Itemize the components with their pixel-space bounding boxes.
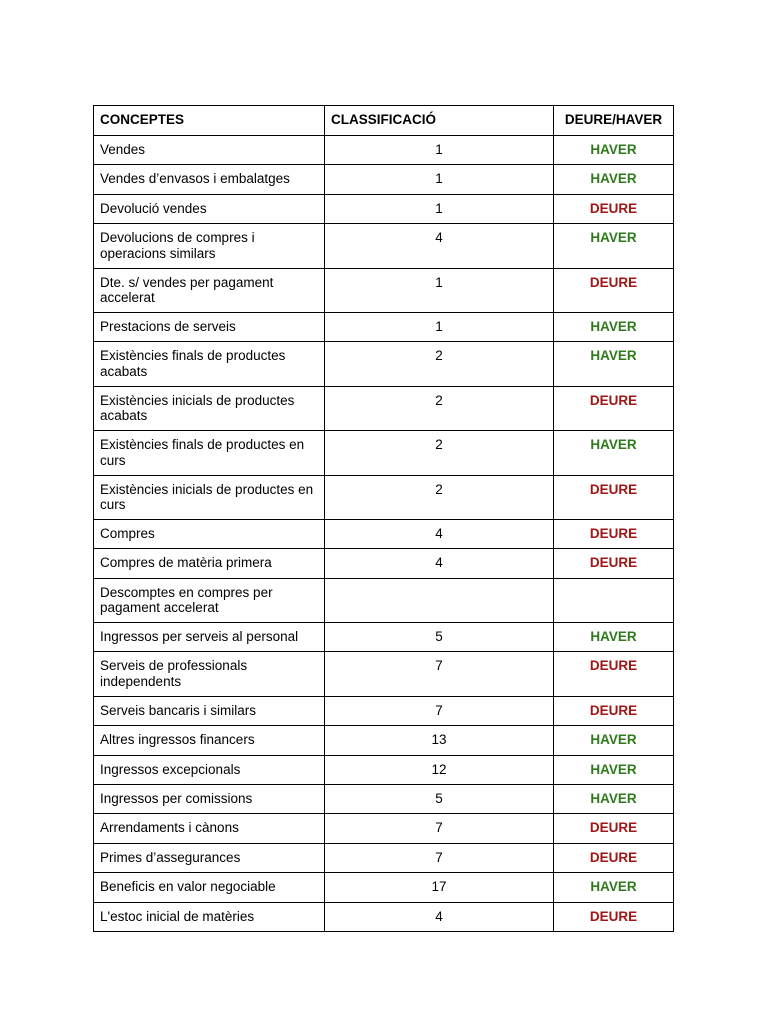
table-row xyxy=(94,431,674,475)
concept-cell: Primes d’assegurances xyxy=(94,843,325,872)
classification-cell: 1 xyxy=(325,268,554,312)
concept-cell: Existències finals de productes acabats xyxy=(94,342,325,386)
table-row xyxy=(94,312,674,341)
classification-cell: 5 xyxy=(325,785,554,814)
table-row xyxy=(94,814,674,843)
deure-haver-cell: DEURE xyxy=(554,519,674,548)
concept-cell: Serveis bancaris i similars xyxy=(94,696,325,725)
table-row xyxy=(94,578,674,622)
deure-haver-cell: DEURE xyxy=(554,194,674,223)
table-row xyxy=(94,902,674,931)
classification-cell: 4 xyxy=(325,519,554,548)
concept-cell: Ingressos excepcionals xyxy=(94,755,325,784)
table-row xyxy=(94,165,674,194)
table-row xyxy=(94,136,674,165)
table-row xyxy=(94,519,674,548)
deure-haver-cell xyxy=(554,578,674,622)
table-row xyxy=(94,224,674,268)
table-row xyxy=(94,755,674,784)
concept-cell: Arrendaments i cànons xyxy=(94,814,325,843)
deure-haver-cell: HAVER xyxy=(554,342,674,386)
header-deure-haver: DEURE/HAVER xyxy=(554,106,674,136)
table-row xyxy=(94,268,674,312)
concepts-table xyxy=(93,105,674,932)
classification-cell: 1 xyxy=(325,165,554,194)
classification-cell: 2 xyxy=(325,386,554,430)
concept-cell: Vendes d’envasos i embalatges xyxy=(94,165,325,194)
deure-haver-cell: HAVER xyxy=(554,755,674,784)
classification-cell: 7 xyxy=(325,814,554,843)
classification-cell: 4 xyxy=(325,224,554,268)
deure-haver-cell: HAVER xyxy=(554,623,674,652)
classification-cell: 17 xyxy=(325,873,554,902)
deure-haver-cell: HAVER xyxy=(554,136,674,165)
classification-cell: 13 xyxy=(325,726,554,755)
classification-cell: 5 xyxy=(325,623,554,652)
table-row xyxy=(94,623,674,652)
deure-haver-cell: DEURE xyxy=(554,549,674,578)
classification-cell: 7 xyxy=(325,843,554,872)
classification-cell: 2 xyxy=(325,475,554,519)
deure-haver-cell: DEURE xyxy=(554,843,674,872)
header-row xyxy=(94,106,674,136)
concept-cell: Dte. s/ vendes per pagament accelerat xyxy=(94,268,325,312)
classification-cell xyxy=(325,578,554,622)
concept-cell: Existències finals de productes en curs xyxy=(94,431,325,475)
deure-haver-cell: HAVER xyxy=(554,785,674,814)
concept-cell: Devolucions de compres i operacions similars xyxy=(94,224,325,268)
header-classificacio: CLASSIFICACIÓ xyxy=(325,106,554,136)
classification-cell: 4 xyxy=(325,549,554,578)
deure-haver-cell: HAVER xyxy=(554,873,674,902)
deure-haver-cell: DEURE xyxy=(554,696,674,725)
concept-cell: L'estoc inicial de matèries xyxy=(94,902,325,931)
table-row xyxy=(94,549,674,578)
table-row xyxy=(94,386,674,430)
concept-cell: Ingressos per comissions xyxy=(94,785,325,814)
concept-cell: Serveis de professionals independents xyxy=(94,652,325,696)
deure-haver-cell: DEURE xyxy=(554,386,674,430)
concept-cell: Descomptes en compres per pagament accelerat xyxy=(94,578,325,622)
classification-cell: 1 xyxy=(325,312,554,341)
concept-cell: Existències inicials de productes acabats xyxy=(94,386,325,430)
concept-cell: Beneficis en valor negociable xyxy=(94,873,325,902)
concept-cell: Altres ingressos financers xyxy=(94,726,325,755)
deure-haver-cell: DEURE xyxy=(554,902,674,931)
concept-cell: Devolució vendes xyxy=(94,194,325,223)
deure-haver-cell: DEURE xyxy=(554,652,674,696)
classification-cell: 7 xyxy=(325,652,554,696)
deure-haver-cell: HAVER xyxy=(554,224,674,268)
table-row xyxy=(94,873,674,902)
classification-cell: 4 xyxy=(325,902,554,931)
table-row xyxy=(94,785,674,814)
concept-cell: Compres de matèria primera xyxy=(94,549,325,578)
table-body xyxy=(94,136,674,932)
table-row xyxy=(94,843,674,872)
concept-cell: Prestacions de serveis xyxy=(94,312,325,341)
classification-cell: 12 xyxy=(325,755,554,784)
concept-cell: Compres xyxy=(94,519,325,548)
table-row xyxy=(94,726,674,755)
classification-cell: 7 xyxy=(325,696,554,725)
table-row xyxy=(94,652,674,696)
concept-cell: Existències inicials de productes en curs xyxy=(94,475,325,519)
table-row xyxy=(94,475,674,519)
table-row xyxy=(94,342,674,386)
table-row xyxy=(94,194,674,223)
classification-cell: 1 xyxy=(325,194,554,223)
deure-haver-cell: DEURE xyxy=(554,268,674,312)
deure-haver-cell: DEURE xyxy=(554,814,674,843)
deure-haver-cell: HAVER xyxy=(554,165,674,194)
classification-cell: 2 xyxy=(325,431,554,475)
deure-haver-cell: HAVER xyxy=(554,431,674,475)
classification-cell: 1 xyxy=(325,136,554,165)
header-conceptes: CONCEPTES xyxy=(94,106,325,136)
deure-haver-cell: DEURE xyxy=(554,475,674,519)
deure-haver-cell: HAVER xyxy=(554,312,674,341)
deure-haver-cell: HAVER xyxy=(554,726,674,755)
concept-cell: Ingressos per serveis al personal xyxy=(94,623,325,652)
classification-cell: 2 xyxy=(325,342,554,386)
table-row xyxy=(94,696,674,725)
concept-cell: Vendes xyxy=(94,136,325,165)
